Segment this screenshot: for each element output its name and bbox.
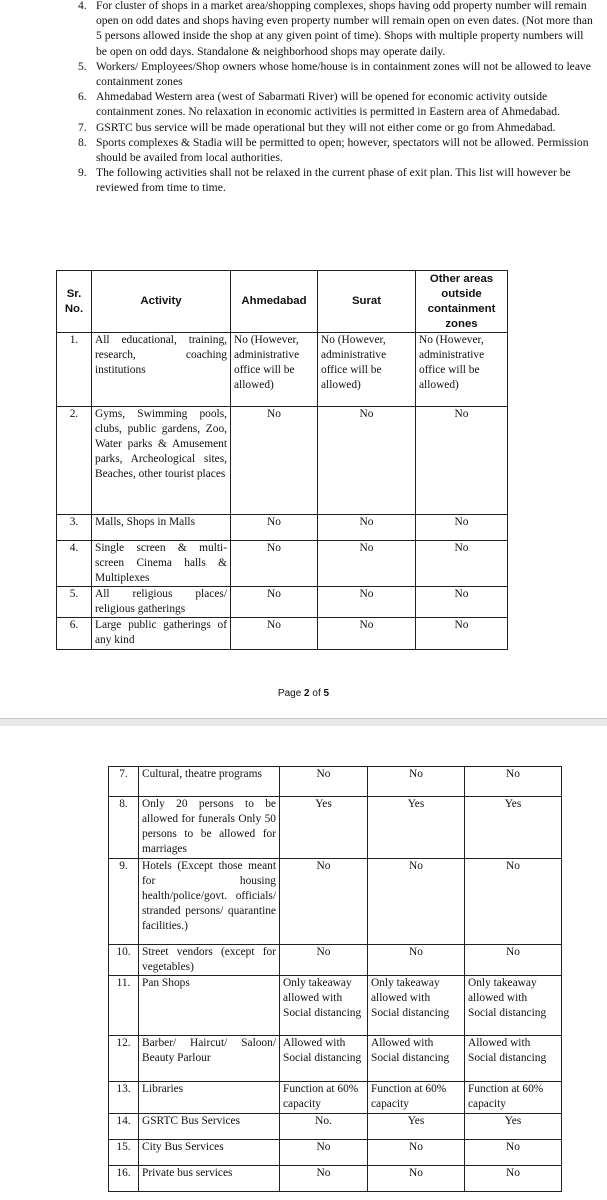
ahmedabad-cell: No <box>231 541 318 587</box>
other-areas-cell: No <box>465 945 562 976</box>
activity-cell: Single screen & multi-screen Cinema halls & Multiplexes <box>92 541 231 587</box>
ahmedabad-cell: No <box>231 587 318 618</box>
sr-cell: 4. <box>57 541 92 587</box>
activity-cell: All educational, training, research, coaching institutions <box>92 333 231 407</box>
sr-cell: 10. <box>109 945 139 976</box>
table-body <box>109 767 562 1192</box>
sr-cell: 2. <box>57 407 92 515</box>
surat-cell: Function at 60% capacity <box>368 1082 465 1114</box>
sr-cell: 3. <box>57 515 92 541</box>
surat-cell: No <box>368 945 465 976</box>
table-row <box>57 407 508 515</box>
activity-cell: Malls, Shops in Malls <box>92 515 231 541</box>
rule-item <box>78 59 595 89</box>
sr-cell: 1. <box>57 333 92 407</box>
activity-cell: All religious places/ religious gatherings <box>92 587 231 618</box>
other-areas-cell: No <box>465 1140 562 1166</box>
surat-cell: No <box>318 587 416 618</box>
other-areas-cell: No <box>416 587 508 618</box>
rule-text: For cluster of shops in a market area/shopping complexes, shops having odd property number will remain open on odd dates and shops having even property number will remain open on even dates. (Not more than 5 persons allowed inside the shop at any given point of time). Shops with multiple property numbers will be open on odd days. Standalone & neighborhood shops may operate daily. <box>96 0 593 58</box>
page-label: Page <box>277 688 305 699</box>
rule-item <box>78 0 595 59</box>
table-row <box>109 1166 562 1192</box>
sr-cell: 9. <box>109 859 139 945</box>
other-areas-cell: No <box>465 859 562 945</box>
activity-cell: Gyms, Swimming pools, clubs, public gardens, Zoo, Water parks & Amusement parks, Archeological sites, Beaches, other tourist places <box>92 407 231 515</box>
activity-cell: Cultural, theatre programs <box>139 767 280 797</box>
table-row <box>109 945 562 976</box>
ahmedabad-cell: No. <box>280 1114 368 1140</box>
surat-cell: No <box>318 618 416 650</box>
activity-cell: Hotels (Except those meant for housing health/police/govt. officials/ stranded persons/ quarantine facilities.) <box>139 859 280 945</box>
ahmedabad-cell: No <box>280 767 368 797</box>
page-total: 5 <box>323 688 330 699</box>
rule-text: Sports complexes & Stadia will be permitted to open; however, spectators will not be allowed. Permission should be availed from local authorities. <box>96 135 589 165</box>
surat-cell: No <box>368 1140 465 1166</box>
other-areas-cell: No <box>416 515 508 541</box>
restrictions-table-part-2 <box>108 766 562 1192</box>
table-row <box>109 1082 562 1114</box>
other-areas-cell: No <box>416 618 508 650</box>
rule-number: 4. <box>78 0 87 12</box>
other-areas-cell: Only takeaway allowed with Social distancing <box>465 976 562 1036</box>
table-row <box>57 541 508 587</box>
header-surat: Surat <box>318 271 416 333</box>
surat-cell: No <box>368 859 465 945</box>
sr-cell: 12. <box>109 1036 139 1082</box>
table-row <box>57 618 508 650</box>
table-row <box>109 1114 562 1140</box>
table-row <box>57 587 508 618</box>
page-footer <box>0 688 607 699</box>
other-areas-cell: Yes <box>465 1114 562 1140</box>
surat-cell: No <box>368 767 465 797</box>
table-row <box>57 333 508 407</box>
sr-cell: 14. <box>109 1114 139 1140</box>
activity-cell: Barber/ Haircut/ Saloon/ Beauty Parlour <box>139 1036 280 1082</box>
table-row <box>109 976 562 1036</box>
ahmedabad-cell: Only takeaway allowed with Social distancing <box>280 976 368 1036</box>
activity-cell: City Bus Services <box>139 1140 280 1166</box>
rule-number: 7. <box>78 120 87 134</box>
sr-cell: 8. <box>109 797 139 859</box>
table-row <box>109 767 562 797</box>
ahmedabad-cell: No <box>280 859 368 945</box>
sr-cell: 13. <box>109 1082 139 1114</box>
header-sr-no: Sr. No. <box>57 271 92 333</box>
surat-cell: Yes <box>368 1114 465 1140</box>
activity-cell: Only 20 persons to be allowed for funerals Only 50 persons to be allowed for marriages <box>139 797 280 859</box>
table-row <box>109 859 562 945</box>
table-row <box>109 1140 562 1166</box>
rule-text: GSRTC bus service will be made operational but they will not either come or go from Ahmedabad. <box>96 120 556 134</box>
ahmedabad-cell: No <box>231 407 318 515</box>
other-areas-cell: Allowed with Social distancing <box>465 1036 562 1082</box>
other-areas-cell: No <box>465 1166 562 1192</box>
ahmedabad-cell: No <box>280 1140 368 1166</box>
rule-item <box>78 89 595 119</box>
sr-cell: 16. <box>109 1166 139 1192</box>
sr-cell: 5. <box>57 587 92 618</box>
ahmedabad-cell: No <box>231 618 318 650</box>
ahmedabad-cell: Allowed with Social distancing <box>280 1036 368 1082</box>
rule-item <box>78 135 595 165</box>
table-row <box>109 1036 562 1082</box>
rules-list <box>78 0 595 196</box>
rule-text: The following activities shall not be relaxed in the current phase of exit plan. This list will however be reviewed from time to time. <box>96 166 571 195</box>
activity-cell: Large public gatherings of any kind <box>92 618 231 650</box>
other-areas-cell: No <box>416 541 508 587</box>
sr-cell: 7. <box>109 767 139 797</box>
rule-number: 6. <box>78 90 87 104</box>
ahmedabad-cell: No (However, administrative office will be allowed) <box>231 333 318 407</box>
surat-cell: No (However, administrative office will be allowed) <box>318 333 416 407</box>
rule-number: 5. <box>78 59 87 73</box>
other-areas-cell: No <box>465 767 562 797</box>
surat-cell: Allowed with Social distancing <box>368 1036 465 1082</box>
table-row <box>57 515 508 541</box>
ahmedabad-cell: No <box>280 945 368 976</box>
sr-cell: 11. <box>109 976 139 1036</box>
header-other-areas: Other areas outside containment zones <box>416 271 508 333</box>
header-ahmedabad: Ahmedabad <box>231 271 318 333</box>
rule-item <box>78 120 595 135</box>
page-current: 2 <box>304 688 310 699</box>
ahmedabad-cell: Function at 60% capacity <box>280 1082 368 1114</box>
sr-cell: 6. <box>57 618 92 650</box>
activity-cell: Libraries <box>139 1082 280 1114</box>
rule-text: Workers/ Employees/Shop owners whose home/house is in containment zones will not be allowed to leave containment zones <box>96 59 591 89</box>
ahmedabad-cell: Yes <box>280 797 368 859</box>
activity-cell: GSRTC Bus Services <box>139 1114 280 1140</box>
surat-cell: Only takeaway allowed with Social distancing <box>368 976 465 1036</box>
ahmedabad-cell: No <box>280 1166 368 1192</box>
rule-number: 9. <box>78 166 87 180</box>
restrictions-table-part-1 <box>56 270 508 650</box>
header-activity: Activity <box>92 271 231 333</box>
surat-cell: No <box>318 541 416 587</box>
activity-cell: Pan Shops <box>139 976 280 1036</box>
other-areas-cell: Function at 60% capacity <box>465 1082 562 1114</box>
other-areas-cell: No <box>416 407 508 515</box>
surat-cell: No <box>368 1166 465 1192</box>
surat-cell: No <box>318 515 416 541</box>
surat-cell: Yes <box>368 797 465 859</box>
other-areas-cell: No (However, administrative office will be allowed) <box>416 333 508 407</box>
activity-cell: Street vendors (except for vegetables) <box>139 945 280 976</box>
ahmedabad-cell: No <box>231 515 318 541</box>
surat-cell: No <box>318 407 416 515</box>
table-body <box>57 333 508 650</box>
rule-text: Ahmedabad Western area (west of Sabarmati River) will be opened for economic activity outside containment zones. No relaxation in economic activities is permitted in Eastern area of Ahmedabad. <box>96 90 560 119</box>
other-areas-cell: Yes <box>465 797 562 859</box>
table-row <box>109 797 562 859</box>
activity-cell: Private bus services <box>139 1166 280 1192</box>
rule-number: 8. <box>78 135 87 149</box>
rule-item <box>78 165 595 195</box>
page-of: of <box>309 688 324 699</box>
sr-cell: 15. <box>109 1140 139 1166</box>
